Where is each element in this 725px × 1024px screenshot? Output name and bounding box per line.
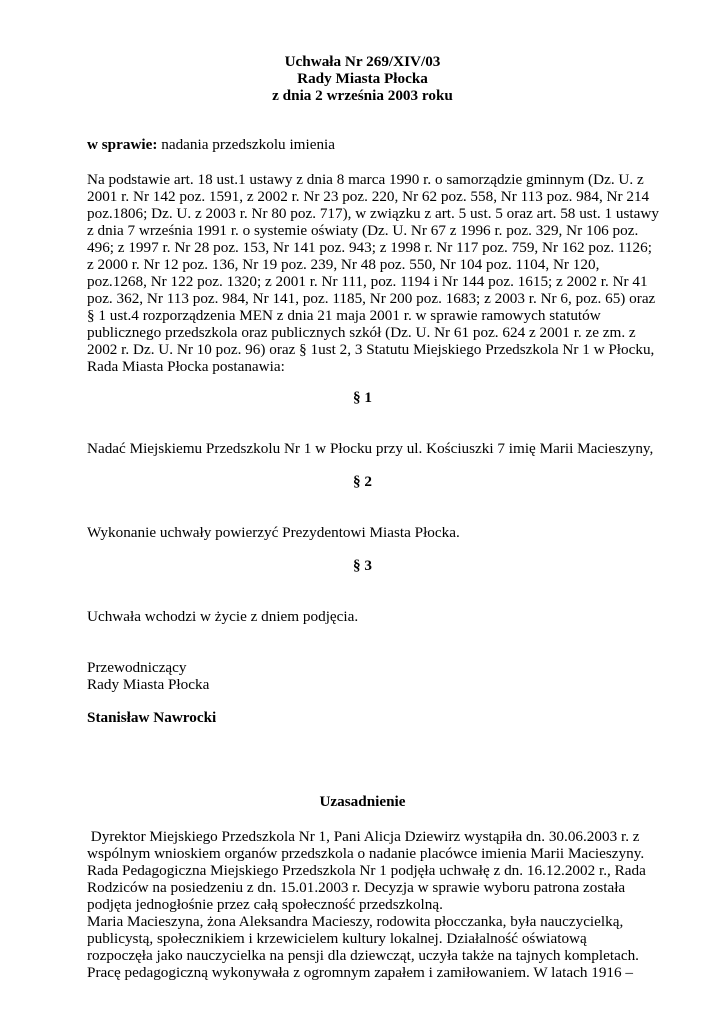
preamble-line: Rada Miasta Płocka postanawia: [87, 358, 285, 375]
section-3-mark: § 3 [353, 557, 372, 574]
preamble-line: 2002 r. Dz. U. Nr 10 poz. 96) oraz § 1ust 2, 3 Statutu Miejskiego Przedszkola Nr 1 w Płocku, [87, 341, 655, 358]
resolution-header [0, 53, 725, 104]
preamble-line: § 1 ust.4 rozporządzenia MEN z dnia 21 maja 2001 r. w sprawie ramowych statutów [87, 307, 601, 324]
signature-block [87, 659, 647, 693]
justification-line: podjęta jednogłośnie przez całą społeczność przedszkolną. [87, 896, 443, 913]
section-1-mark: § 1 [353, 389, 372, 406]
preamble-line: Na podstawie art. 18 ust.1 ustawy z dnia 8 marca 1990 r. o samorządzie gminnym (Dz. U. z [87, 171, 644, 188]
preamble-line: publicznego przedszkola oraz publicznych szkół (Dz. U. Nr 61 poz. 624 z 2001 r. ze zm. z [87, 324, 636, 341]
justification-line: Rada Pedagogiczna Miejskiego Przedszkola Nr 1 podjęła uchwałę z dn. 16.12.2002 r., Rada [87, 862, 646, 879]
justification-line: Pracę pedagogiczną wykonywała z ogromnym zapałem i zamiłowaniem. W latach 1916 – [87, 964, 634, 981]
justification-line: Rodziców na posiedzeniu z dn. 15.01.2003 r. Decyzja w sprawie wyboru patrona została [87, 879, 626, 896]
justification-title: Uzasadnienie [319, 793, 406, 810]
justification-body [87, 828, 647, 981]
justification-line: publicystą, społecznikiem i krzewicielem kultury lokalnej. Działalność oświatową [87, 930, 587, 947]
signature-role: Przewodniczący [87, 659, 187, 676]
preamble-line: poz.1268, Nr 122 poz. 1320; z 2001 r. Nr 111, poz. 1194 i Nr 144 poz. 1615; z 2002 r. Nr 41 [87, 273, 648, 290]
justification-line: Dyrektor Miejskiego Przedszkola Nr 1, Pani Alicja Dziewirz wystąpiła dn. 30.06.2003 r. z [87, 828, 640, 845]
preamble [87, 171, 659, 375]
resolution-date: z dnia 2 września 2003 roku [272, 87, 453, 104]
preamble-line: poz.1806; Dz. U. z 2003 r. Nr 80 poz. 717), w związku z art. 5 ust. 5 oraz art. 58 ust. 1 ustawy [87, 205, 659, 222]
subject-line [87, 136, 647, 153]
preamble-line: z 2000 r. Nr 12 poz. 136, Nr 19 poz. 239, Nr 48 poz. 550, Nr 104 poz. 1104, Nr 120, [87, 256, 600, 273]
signatory-name: Stanisław Nawrocki [87, 709, 217, 726]
signature-council: Rady Miasta Płocka [87, 676, 210, 693]
section-3-text: Uchwała wchodzi w życie z dniem podjęcia. [87, 608, 359, 625]
section-2-text: Wykonanie uchwały powierzyć Prezydentowi Miasta Płocka. [87, 524, 460, 541]
resolution-number: Uchwała Nr 269/XIV/03 [284, 53, 441, 70]
justification-line: Maria Macieszyna, żona Aleksandra Macieszy, rodowita płocczanka, była nauczycielką, [87, 913, 624, 930]
section-1-text: Nadać Miejskiemu Przedszkolu Nr 1 w Płocku przy ul. Kościuszki 7 imię Marii Macieszyny, [87, 440, 654, 457]
preamble-line: z dnia 7 września 1991 r. o systemie oświaty (Dz. U. Nr 67 z 1996 r. poz. 329, Nr 106 poz. [87, 222, 639, 239]
preamble-line: poz. 362, Nr 113 poz. 984, Nr 141, poz. 1185, Nr 200 poz. 1683; z 2003 r. Nr 6, poz. 65) oraz [87, 290, 656, 307]
subject-label: w sprawie: [87, 136, 158, 153]
preamble-line: 496; z 1997 r. Nr 28 poz. 153, Nr 141 poz. 943; z 1998 r. Nr 117 poz. 759, Nr 162 poz. 1126; [87, 239, 652, 256]
subject-text: nadania przedszkolu imienia [157, 136, 335, 153]
preamble-line: 2001 r. Nr 142 poz. 1591, z 2002 r. Nr 23 poz. 220, Nr 62 poz. 558, Nr 113 poz. 984, Nr 214 [87, 188, 650, 205]
section-2-mark: § 2 [353, 473, 372, 490]
justification-line: wspólnym wnioskiem organów przedszkola o nadanie placówce imienia Marii Macieszyny. [87, 845, 645, 862]
council-name: Rady Miasta Płocka [297, 70, 428, 87]
justification-line: rozpoczęła jako nauczycielka na pensji dla dziewcząt, uczyła także na tajnych kompletach. [87, 947, 639, 964]
